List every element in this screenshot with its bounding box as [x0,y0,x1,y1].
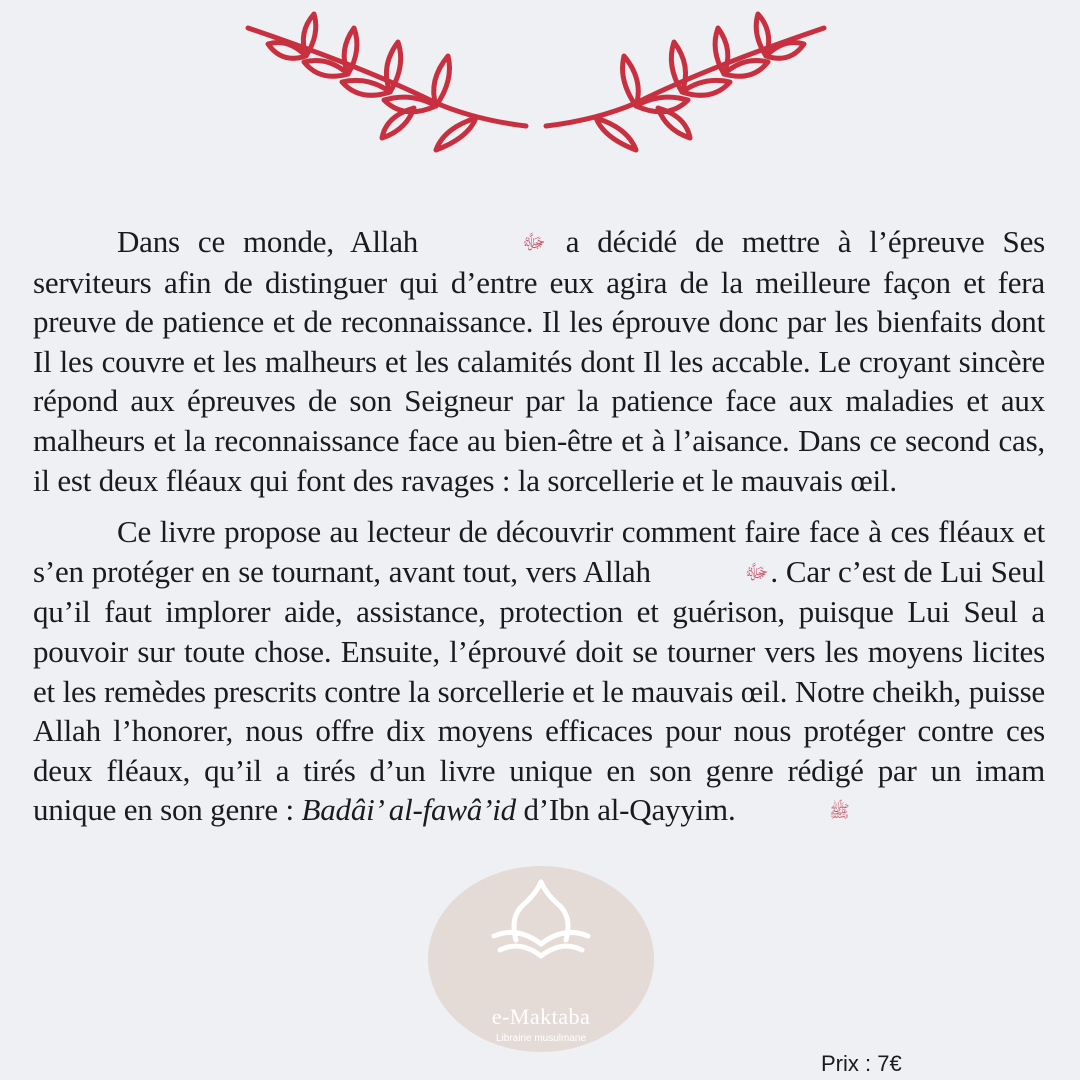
price-label: Prix : 7€ [821,1051,902,1076]
honorific-calligraphy-icon: ﷻ [744,559,769,584]
paragraph-1 [33,222,1045,500]
watermark-brand-name: e-Maktaba [491,1004,591,1029]
watermark-logo [428,866,654,1052]
book-title: Badâi’ al-fawâ’id [301,792,516,828]
paragraph-1-text-2: a décidé de mettre à l’épreuve Ses serviteurs afin de distinguer qui d’entre eux agira de la meilleure façon et fera preuve de patience et de reconnaissance. Il les éprouve donc par les bienfaits dont Il les couvre et les malheurs et les calamités dont Il les accable. Le croyant sincère répond aux épreuves de son Seigneur par la patience face aux maladies et aux malheurs et la reconnaissance face au bien-être et à l’aisance. Dans ce second cas, il est deux fléaux qui font des ravages : la sorcellerie et le mauvais œil. [33,224,1045,498]
watermark-circle [428,866,654,1052]
open-book-dome-icon [486,878,596,962]
paragraph-2-text-3: d’Ibn al-Qayyim. [515,792,744,828]
paragraph-1-text-1: Dans ce monde, Allah [117,224,437,259]
watermark-tagline: Librairie musulmane [495,1033,587,1044]
paragraph-2-text-1: Ce livre propose au lecteur de découvrir comment faire face à ces fléaux et s’en protéger en se tournant, avant tout, vers Allah [33,514,1045,589]
paragraph-2 [33,512,1045,832]
honorific-calligraphy-icon: ﷺ [829,802,850,822]
laurel-ornament-icon [236,8,836,168]
book-description [33,222,1045,832]
honorific-calligraphy-icon: ﷻ [522,230,546,254]
paragraph-2-text-2: . Car c’est de Lui Seul qu’il faut implorer aide, assistance, protection et guérison, puisque Lui Seul a pouvoir sur toute chose. Ensuite, l’éprouvé doit se tourner vers les moyens licites et les remèdes prescrits contre la sorcellerie et le mauvais œil. Notre cheikh, puisse Allah l’honorer, nous offre dix moyens efficaces pour nous protéger contre ces deux fléaux, qu’il a tirés d’un livre unique en son genre rédigé par un imam unique en son genre : [33,553,1045,828]
